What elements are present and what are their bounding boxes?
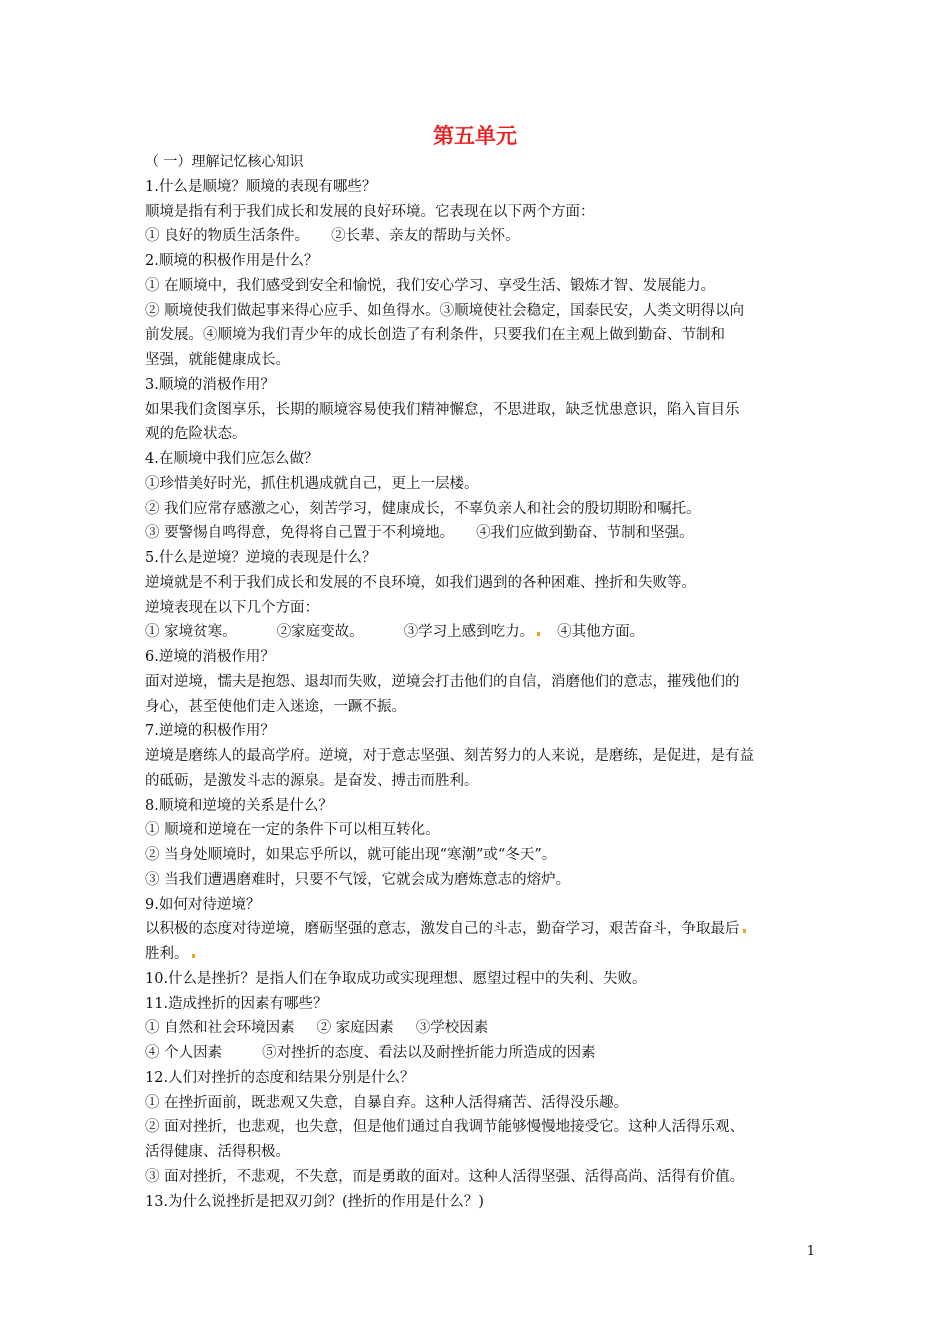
answer-line: 的砥砺，是激发斗志的源泉。是奋发、搏击而胜利。 [145,772,479,789]
answer-line: ① 在挫折面前，既悲观又失意，自暴自弃。这种人活得痛苦、活得没乐趣。 [145,1094,629,1111]
question-8: 8.顺境和逆境的关系是什么？ [145,797,333,814]
answer-line: 前发展。④顺境为我们青少年的成长创造了有利条件，只要我们在主观上做到勤奋、节制和 [145,327,725,344]
answer-line: ①珍惜美好时光，抓住机遇成就自己，更上一层楼。 [145,475,479,492]
question-10: 10.什么是挫折？是指人们在争取成功或实现理想、愿望过程中的失利、失败。 [145,970,647,987]
answer-line: ③ 面对挫折，不悲观，不失意，而是勇敢的面对。这种人活得坚强、活得高尚、活得有价值。 [145,1168,745,1185]
answer-line: 面对逆境，懦夫是抱怨、退却而失败，逆境会打击他们的自信，消磨他们的意志，摧残他们的 [145,673,740,690]
answer-line: ① 在顺境中，我们感受到安全和愉悦，我们安心学习、享受生活、锻炼才智、发展能力。 [145,277,716,294]
answer-line: 逆境就是不利于我们成长和发展的不良环境，如我们遇到的各种困难、挫折和失败等。 [145,574,696,591]
answer-line: 身心，甚至使他们走入迷途，一蹶不振。 [145,698,406,715]
question-4: 4.在顺境中我们应怎么做？ [145,451,319,467]
question-11: 11.造成挫折的因素有哪些？ [145,995,328,1012]
answer-line: ② 我们应常存感激之心，刻苦学习，健康成长，不辜负亲人和社会的殷切期盼和嘱托。 [145,500,701,517]
question-13: 13.为什么说挫折是把双刃剑？(挫折的作用是什么？) [145,1193,484,1210]
answer-line: ① 家境贫寒。 ②家庭变故。 ③学习上感到吃力。 ④其他方面。 [145,624,645,641]
question-6: 6.逆境的消极作用？ [145,649,275,665]
answer-line: 以积极的态度对待逆境，磨砺坚强的意志，激发自己的斗志，勤奋学习，艰苦奋斗，争取最后 [145,917,811,942]
question-7: 7.逆境的积极作用？ [145,723,275,740]
highlight-mark [743,929,746,933]
answer-line: 逆境表现在以下几个方面： [145,599,319,616]
answer-line: ① 自然和社会环境因素 ② 家庭因素 ③学校因素 [145,1020,489,1037]
answer-line: 如果我们贪图享乐，长期的顺境容易使我们精神懈怠，不思进取，缺乏忧患意识，陷入盲目乐 [145,401,740,418]
answer-line: 逆境是磨练人的最高学府。逆境，对于意志坚强、刻苦努力的人来说，是磨练，是促进，是有益 [145,748,754,764]
answer-line: ① 良好的物质生活条件。 ②长辈、亲友的帮助与关怀。 [145,228,520,245]
page-number: 1 [806,1244,815,1259]
question-3: 3.顺境的消极作用？ [145,376,275,393]
answer-line: ④ 个人因素 ⑤对挫折的态度、看法以及耐挫折能力所造成的因素 [145,1045,596,1061]
highlight-mark [537,632,540,636]
answer-line: 活得健康、活得积极。 [145,1144,290,1160]
page-title: 第五单元 [433,124,517,148]
question-2: 2.顺境的积极作用是什么？ [145,253,319,269]
section-heading: （ 一）理解记忆核心知识 [145,154,304,170]
answer-line: 观的危险状态。 [145,426,247,443]
answer-line: ② 当身处顺境时，如果忘乎所以，就可能出现“寒潮”或“冬天”。 [145,847,557,863]
answer-line: ② 面对挫折，也悲观，也失意，但是他们通过自我调节能够慢慢地接受它。这种人活得乐观、 [145,1119,745,1136]
question-1: 1.什么是顺境？顺境的表现有哪些？ [145,178,377,195]
answer-line: 胜利。 [145,942,811,967]
answer-line: ③ 当我们遭遇磨难时，只要不气馁，它就会成为磨炼意志的熔炉。 [145,871,571,888]
question-12: 12.人们对挫折的态度和结果分别是什么？ [145,1069,415,1086]
document-body [145,150,811,1214]
answer-line: ② 顺境使我们做起事来得心应手、如鱼得水。③顺境使社会稳定，国泰民安，人类文明得以向 [145,302,745,319]
answer-line: 坚强，就能健康成长。 [145,352,290,368]
answer-line: 顺境是指有利于我们成长和发展的良好环境。它表现在以下两个方面： [145,203,595,220]
answer-line: ① 顺境和逆境在一定的条件下可以相互转化。 [145,822,440,839]
question-5: 5.什么是逆境？逆境的表现是什么？ [145,550,377,566]
answer-line: ③ 要警惕自鸣得意，免得将自己置于不利境地。 ④我们应做到勤奋、节制和坚强。 [145,525,694,542]
highlight-mark [192,954,195,958]
question-9: 9.如何对待逆境？ [145,896,261,913]
